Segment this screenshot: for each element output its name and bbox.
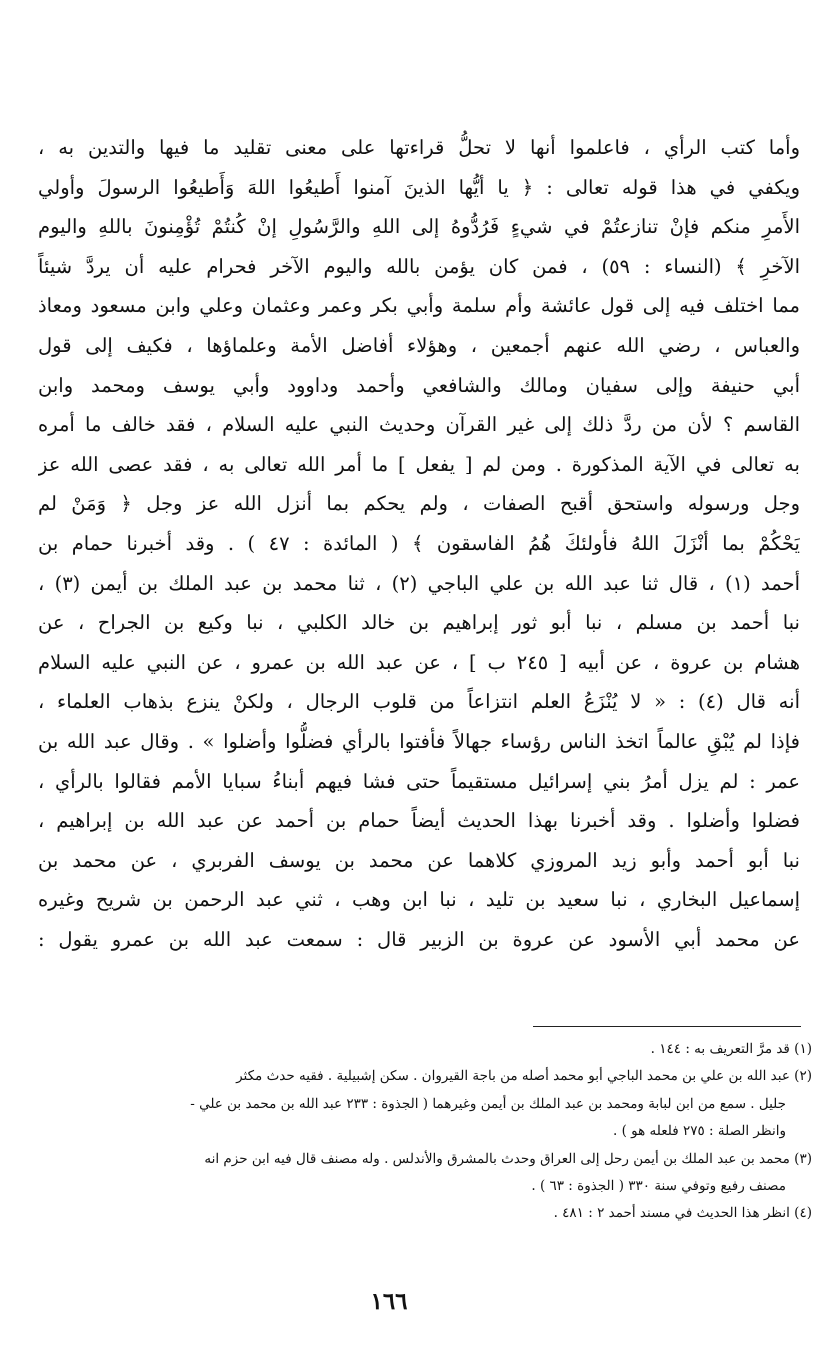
text-line: به تعالى في الآية المذكورة . ومن لم [ يفعل ] ما أمر الله تعالى به ، فقد عصى الله عز: [38, 452, 800, 476]
text-line: يَحْكُمْ بما أنْزَلَ اللهُ فأولئكَ هُمُ الفاسقون ﴾ ( المائدة : ٤٧ ) . وقد أخبرنا حمام بن: [38, 531, 800, 555]
text-line: أبي حنيفة وإلى سفيان ومالك والشافعي وأحمد وداوود وأبي يوسف ومحمد وابن: [38, 373, 800, 397]
footnote-4: (٤) انظر هذا الحديث في مسند أحمد ٢ : ٤٨١ .: [553, 1205, 812, 1222]
text-line: عمر : لم يزل أمرُ بني إسرائيل مستقيماً حتى فشا فيهم أبناءُ سبايا الأمم فقالوا بالرأي ،: [38, 769, 800, 793]
text-line: ويكفي في هذا قوله تعالى : ﴿ يا أيُّها الذينَ آمنوا أَطيعُوا اللهَ وَأَطيعُوا الرسولَ وأولي: [38, 175, 800, 199]
text-line: إسماعيل البخاري ، نبا سعيد بن تليد ، نبا ابن وهب ، ثني عبد الرحمن بن شريح وغيره: [38, 888, 800, 912]
footnote-2: (٢) عبد الله بن علي بن محمد الباجي أبو محمد أصله من باجة القيروان . سكن إشبيلية . فقيه حدث مكثر: [236, 1068, 812, 1085]
text-line: عن محمد أبي الأسود عن عروة بن الزبير قال : سمعت عبد الله بن عمرو يقول :: [38, 927, 800, 951]
text-line: القاسم ؟ لأن من ردَّ ذلك إلى غير القرآن وحديث النبي عليه السلام ، فقد خالف ما أمره: [38, 413, 800, 437]
footnote-separator: [533, 1026, 801, 1027]
text-line: نبا أحمد بن مسلم ، نبا أبو ثور إبراهيم بن خالد الكلبي ، نبا وكيع بن الجراح ، عن: [38, 611, 800, 635]
main-body-text: [38, 128, 800, 959]
page-number: ١٦٦: [370, 1288, 408, 1315]
footnote-3-continued: مصنف رفيع وتوفي سنة ٣٣٠ ( الجذوة : ٦٣ ) .: [531, 1177, 786, 1194]
text-line: وأما كتب الرأي ، فاعلموا أنها لا تحلُّ قراءتها على معنى تقليد ما فيها والتدين به ،: [38, 136, 800, 159]
text-line: والعباس ، رضي الله عنهم أجمعين ، وهؤلاء أفاضل الأمة وعلماؤها ، فكيف إلى قول: [38, 333, 800, 357]
text-line: هشام بن عروة ، عن أبيه [ ٢٤٥ ب ] ، عن عبد الله بن عمرو ، عن النبي عليه السلام: [38, 650, 800, 674]
text-line: فضلوا وأضلوا . وقد أخبرنا بهذا الحديث أيضاً حمام بن أحمد عن عبد الله بن إبراهيم ،: [38, 809, 800, 833]
footnotes: [38, 1036, 812, 1228]
text-line: الآخرِ ﴾ (النساء : ٥٩) ، فمن كان يؤمن بالله واليوم الآخر فحرام عليه أن يردَّ شيئاً: [38, 254, 800, 278]
footnote-2-continued: جليل . سمع من ابن لبابة ومحمد بن عبد الملك بن أيمن وغيرهما ( الجذوة : ٢٣٣ عبد الله بن محمد بن علي -: [190, 1095, 786, 1112]
text-line: مما اختلف فيه إلى قول عائشة وأم سلمة وأبي بكر وعمر وعثمان وعلي وابن مسعود ومعاذ: [38, 294, 800, 318]
footnote-3: (٣) محمد بن عبد الملك بن أيمن رحل إلى العراق وحدث بالمشرق والأندلس . وله مصنف قال فيه ابن حزم انه: [204, 1150, 812, 1167]
text-line: وجل ورسوله واستحق أقبح الصفات ، ولم يحكم بما أنزل الله عز وجل ﴿ وَمَنْ لم: [38, 492, 800, 516]
text-line: فإذا لم يُبْقِ عالماً اتخذ الناس رؤساء جهالاً فأفتوا بالرأي فضلُّوا وأضلوا » . وقال عبد الله بن: [38, 729, 800, 753]
footnote-1: (١) قد مرَّ التعريف به : ١٤٤ .: [650, 1041, 812, 1057]
text-line: الأَمرِ منكم فإنْ تنازعتُمْ في شيءٍ فَرُدُّوهُ إلى اللهِ والرَّسُولِ إنْ كُنتُمْ تُؤْمِنونَ باللهِ واليوم: [38, 215, 800, 239]
text-line: نبا أبو أحمد وأبو زيد المروزي كلاهما عن محمد بن يوسف الفربري ، عن محمد بن: [38, 848, 800, 872]
footnote-2-continued: وانظر الصلة : ٢٧٥ فلعله هو ) .: [613, 1123, 786, 1140]
text-line: أنه قال (٤) : « لا يُنْزَعُ العلم انتزاعاً من قلوب الرجال ، ولكنْ ينزع بذهاب العلماء ،: [38, 690, 800, 714]
text-line: أحمد (١) ، قال ثنا عبد الله بن علي الباجي (٢) ، ثنا محمد بن عبد الملك بن أيمن (٣) ،: [38, 571, 800, 595]
